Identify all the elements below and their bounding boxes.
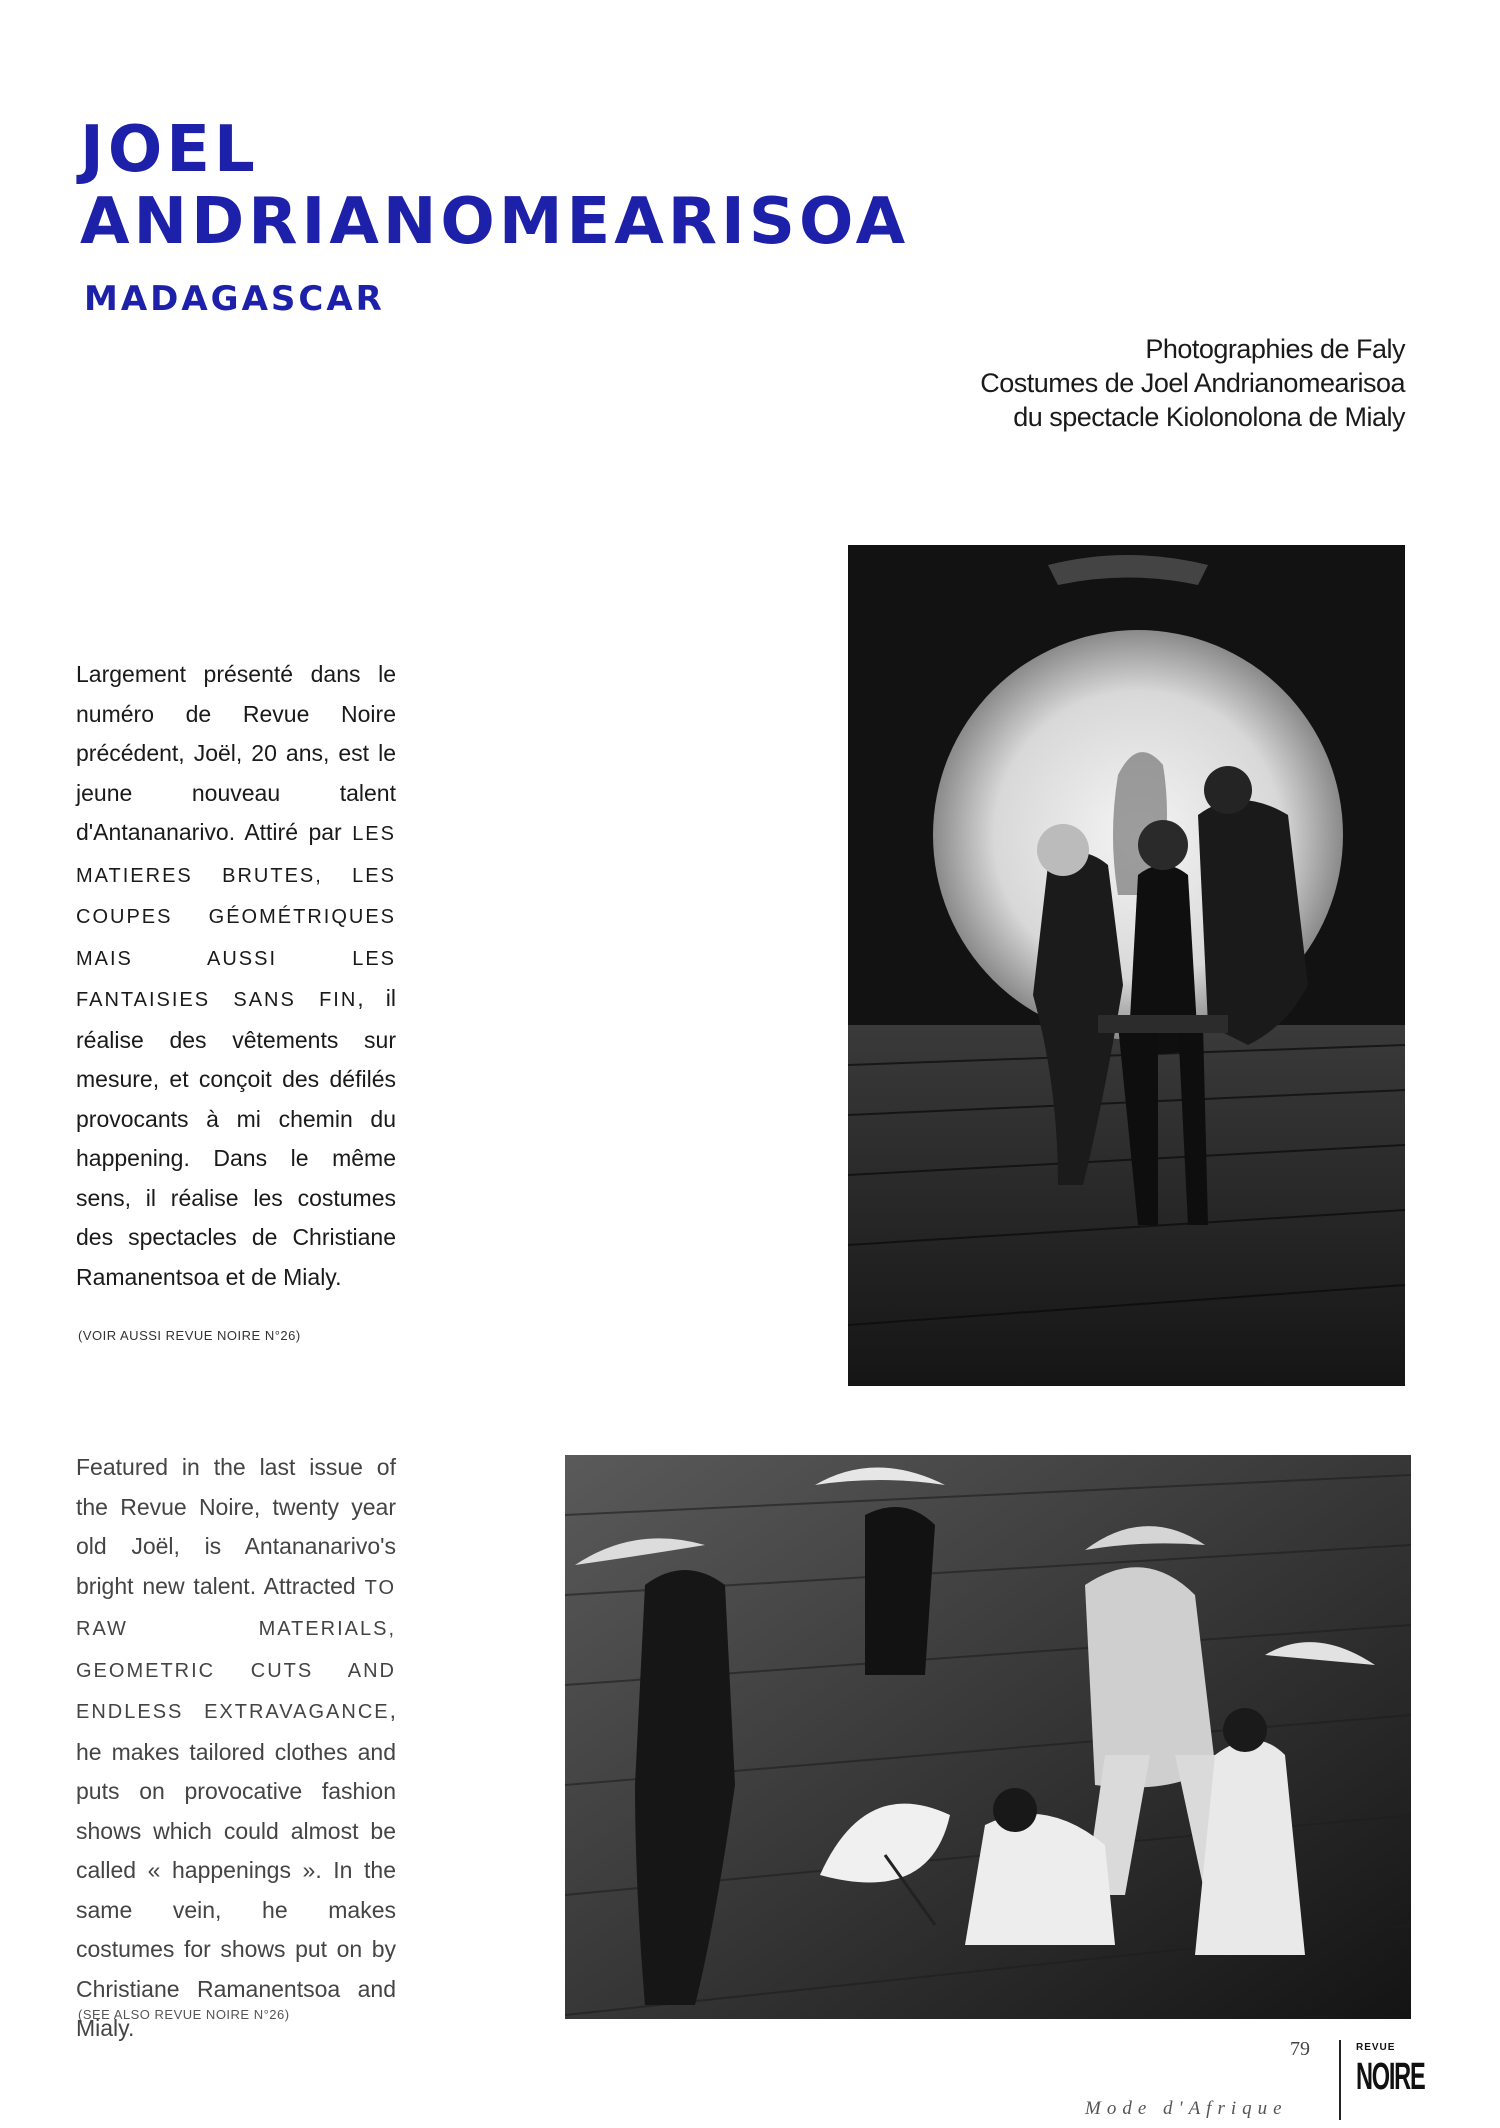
english-text-end: , he makes tailored clothes and puts on provocative fashion shows which could almost be called « happenings ». In the same vein, he makes costumes for shows put on by Christiane Ramanentsoa and Mialy. (76, 1697, 396, 2041)
section-title: Mode d'Afrique (1085, 2098, 1288, 2119)
page-number: 79 (1290, 2038, 1310, 2060)
artist-country: MADAGASCAR (84, 279, 385, 319)
artist-last-name: ANDRIANOMEARISOA (80, 185, 910, 259)
french-see-also-note: (VOIR AUSSI REVUE NOIRE N°26) (78, 1328, 301, 1343)
french-text-end: , il réalise des vêtements sur mesure, et conçoit des défilés provocants à mi chemin du happening. Dans le même sens, il réalise les costumes des spectacles de Christiane Ramanentsoa et de Mialy. (76, 985, 396, 1290)
credit-line-show: du spectacle Kiolonolona de Mialy (1013, 402, 1405, 432)
footer-divider (1339, 2040, 1341, 2120)
french-paragraph (76, 655, 396, 1297)
french-text-caps: LES MATIERES BRUTES, LES COUPES GÉOMÉTRIQUES MAIS AUSSI LES FANTAISIES SANS FIN (76, 823, 396, 1011)
english-text-start: Featured in the last issue of the Revue Noire, twenty year old Joël, is Antananarivo's bright new talent. Attracted (76, 1454, 396, 1599)
english-see-also-note: (SEE ALSO REVUE NOIRE N°26) (78, 2007, 290, 2022)
photo-umbrella-performers (565, 1455, 1411, 2019)
english-text-caps: TO RAW MATERIALS, GEOMETRIC CUTS AND ENDLESS EXTRAVAGANCE (76, 1576, 397, 1723)
photo-spotlight-models (848, 545, 1405, 1386)
credit-line-costumes: Costumes de Joel Andrianomearisoa (980, 368, 1405, 398)
magazine-logo-small: REVUE (1356, 2042, 1396, 2053)
photo-credits (705, 332, 1405, 434)
credit-line-photographer: Photographies de Faly (1145, 334, 1405, 364)
english-paragraph (76, 1448, 396, 2049)
french-text-start: Largement présenté dans le numéro de Revue Noire précédent, Joël, 20 ans, est le jeune nouveau talent d'Antananarivo. Attiré par (76, 661, 396, 845)
artist-first-name: JOEL (80, 113, 259, 187)
magazine-logo: NOIRE (1356, 2056, 1425, 2098)
